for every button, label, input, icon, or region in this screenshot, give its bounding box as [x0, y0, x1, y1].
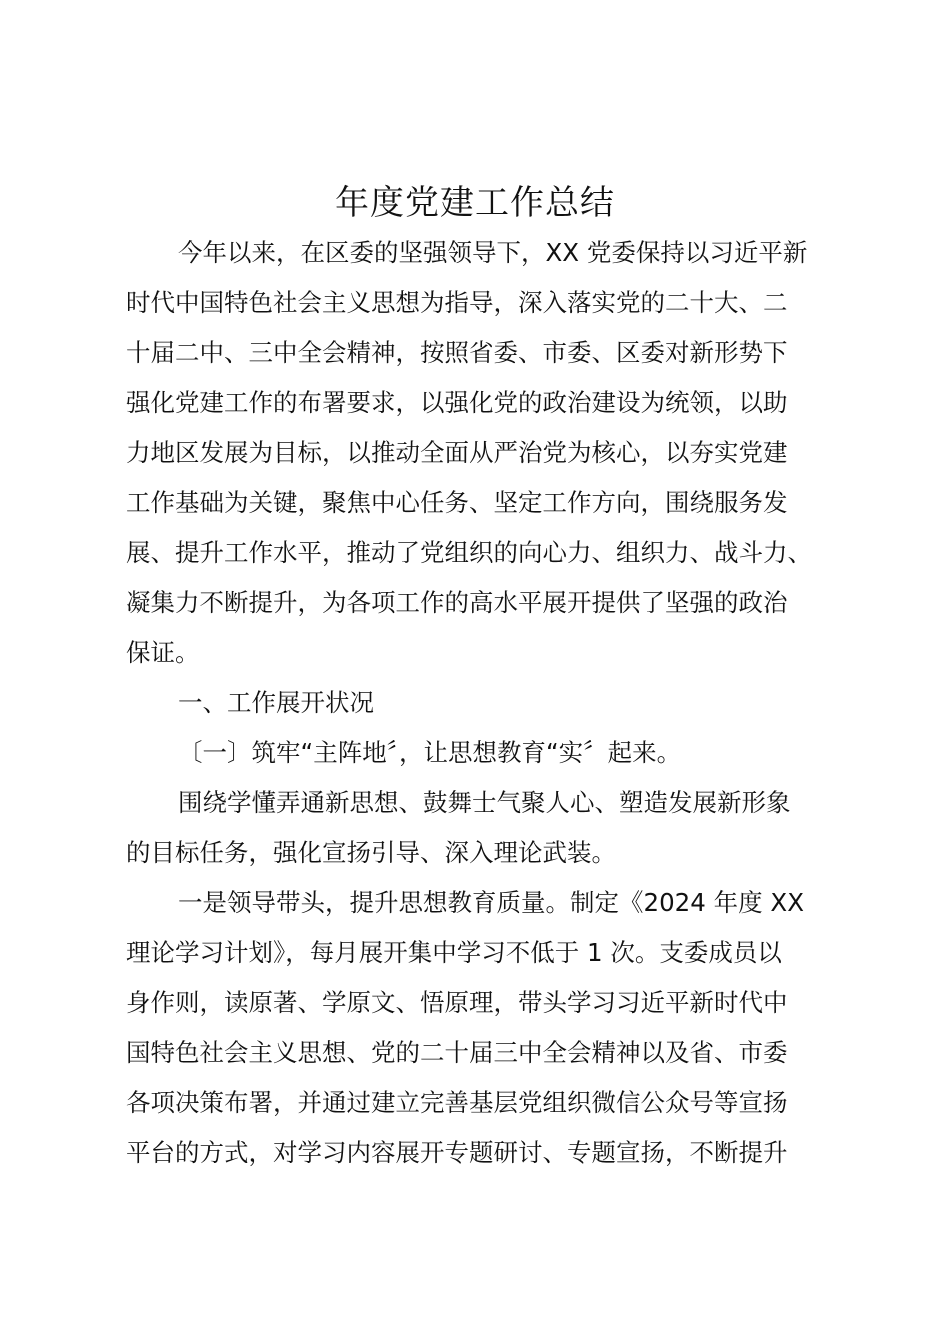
paragraph-line: 强化党建工作的布署要求，以强化党的政治建设为统领，以助: [126, 388, 788, 417]
paragraph-line: 各项决策布署，并通过建立完善基层党组织微信公众号等宣扬: [126, 1088, 788, 1117]
paragraph-line: 凝集力不断提升，为各项工作的高水平展开提供了坚强的政治: [126, 588, 788, 617]
paragraph-line: 展、提升工作水平，推动了党组织的向心力、组织力、战斗力、: [126, 538, 812, 567]
subsection-heading: 〔一〕筑牢“主阵地〞，让思想教育“实〞起来。: [178, 738, 682, 767]
paragraph-line: 一是领导带头，提升思想教育质量。制定《2024 年度 XX: [178, 888, 804, 917]
paragraph-line: 今年以来，在区委的坚强领导下，XX 党委保持以习近平新: [178, 238, 808, 267]
paragraph-line: 时代中国特色社会主义思想为指导，深入落实党的二十大、二: [126, 288, 788, 317]
paragraph-line: 平台的方式，对学习内容展开专题研讨、专题宣扬，不断提升: [126, 1138, 788, 1167]
paragraph-line: 理论学习计划》，每月展开集中学习不低于 1 次。支委成员以: [126, 938, 782, 967]
paragraph-line: 力地区发展为目标，以推动全面从严治党为核心，以夯实党建: [126, 438, 788, 467]
paragraph-line: 围绕学懂弄通新思想、鼓舞士气聚人心、塑造发展新形象: [178, 788, 791, 817]
paragraph-line: 身作则，读原著、学原文、悟原理，带头学习习近平新时代中: [126, 988, 788, 1017]
section-heading: 一、工作展开状况: [178, 688, 374, 717]
document-title: 年度党建工作总结: [335, 183, 615, 223]
paragraph-line: 的目标任务，强化宣扬引导、深入理论武装。: [126, 838, 616, 867]
paragraph-line: 工作基础为关键，聚焦中心任务、坚定工作方向，围绕服务发: [126, 488, 788, 517]
paragraph-line: 保证。: [126, 638, 200, 667]
paragraph-line: 十届二中、三中全会精神，按照省委、市委、区委对新形势下: [126, 338, 788, 367]
paragraph-line: 国特色社会主义思想、党的二十届三中全会精神以及省、市委: [126, 1038, 788, 1067]
